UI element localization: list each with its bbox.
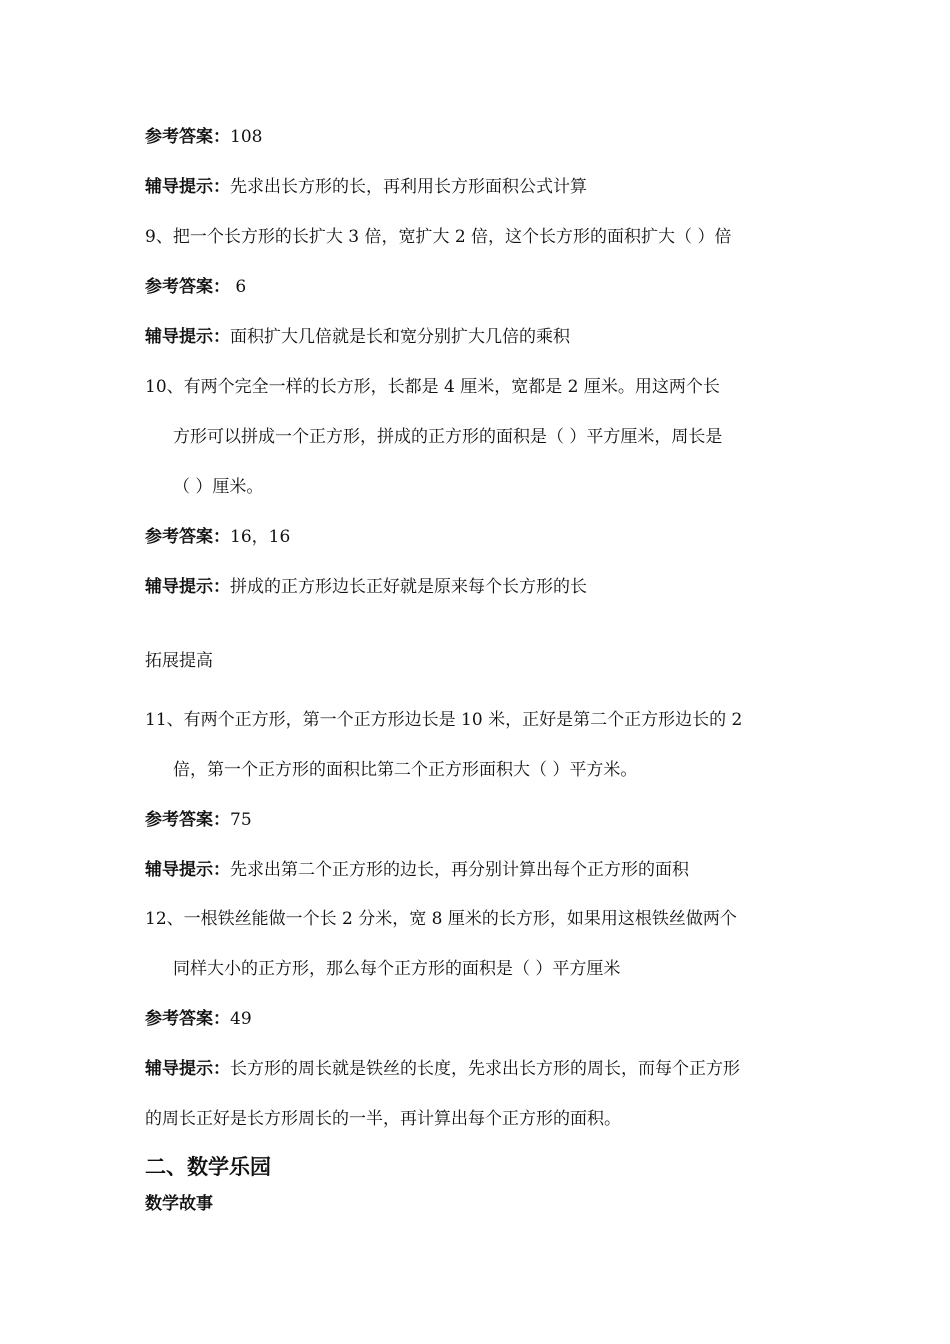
hint-line-11 <box>145 858 689 882</box>
answer-label: 参考答案： <box>145 527 230 547</box>
answer-label: 参考答案： <box>145 277 230 297</box>
hint-line-12 <box>145 1057 740 1081</box>
hint-text: 拼成的正方形边长正好就是原来每个长方形的长 <box>230 577 587 597</box>
question-11-line-1: 11、有两个正方形，第一个正方形边长是 10 米，正好是第二个正方形边长的 2 <box>145 710 743 730</box>
answer-value: 16，16 <box>230 527 291 547</box>
section-extend-heading: 拓展提高 <box>145 651 213 671</box>
hint-line-8 <box>145 175 587 199</box>
hint-label: 辅导提示： <box>145 1059 230 1079</box>
hint-text: 先求出长方形的长，再利用长方形面积公式计算 <box>230 177 587 197</box>
answer-value: 6 <box>230 277 247 297</box>
question-9: 9、把一个长方形的长扩大 3 倍，宽扩大 2 倍，这个长方形的面积扩大（ ）倍 <box>145 227 732 247</box>
hint-line-12-continued: 的周长正好是长方形周长的一半，再计算出每个正方形的面积。 <box>145 1109 621 1129</box>
answer-line-9 <box>145 275 246 299</box>
hint-text: 长方形的周长就是铁丝的长度，先求出长方形的周长，而每个正方形 <box>230 1059 740 1079</box>
hint-label: 辅导提示： <box>145 177 230 197</box>
hint-text: 面积扩大几倍就是长和宽分别扩大几倍的乘积 <box>230 327 570 347</box>
answer-value: 75 <box>230 810 252 830</box>
hint-line-10 <box>145 575 587 599</box>
answer-value: 108 <box>230 127 263 147</box>
answer-line-11 <box>145 808 252 832</box>
answer-label: 参考答案： <box>145 1009 230 1029</box>
hint-label: 辅导提示： <box>145 860 230 880</box>
answer-label: 参考答案： <box>145 127 230 147</box>
question-12-line-2: 同样大小的正方形，那么每个正方形的面积是（ ）平方厘米 <box>173 959 621 979</box>
question-12-line-1: 12、一根铁丝能做一个长 2 分米，宽 8 厘米的长方形，如果用这根铁丝做两个 <box>145 909 737 929</box>
question-10-line-3: （ ）厘米。 <box>173 477 264 497</box>
answer-label: 参考答案： <box>145 810 230 830</box>
part-2-heading: 二、数学乐园 <box>145 1155 271 1179</box>
hint-label: 辅导提示： <box>145 577 230 597</box>
question-11-line-2: 倍，第一个正方形的面积比第二个正方形面积大（ ）平方米。 <box>173 760 638 780</box>
hint-text: 先求出第二个正方形的边长，再分别计算出每个正方形的面积 <box>230 860 689 880</box>
question-10-line-1: 10、有两个完全一样的长方形，长都是 4 厘米，宽都是 2 厘米。用这两个长 <box>145 377 720 397</box>
math-story-subheading: 数学故事 <box>145 1194 213 1214</box>
answer-line-10 <box>145 525 290 549</box>
answer-line-12 <box>145 1007 252 1031</box>
answer-value: 49 <box>230 1009 252 1029</box>
hint-label: 辅导提示： <box>145 327 230 347</box>
question-10-line-2: 方形可以拼成一个正方形，拼成的正方形的面积是（ ）平方厘米，周长是 <box>173 427 723 447</box>
answer-line-8 <box>145 125 262 149</box>
hint-line-9 <box>145 325 570 349</box>
